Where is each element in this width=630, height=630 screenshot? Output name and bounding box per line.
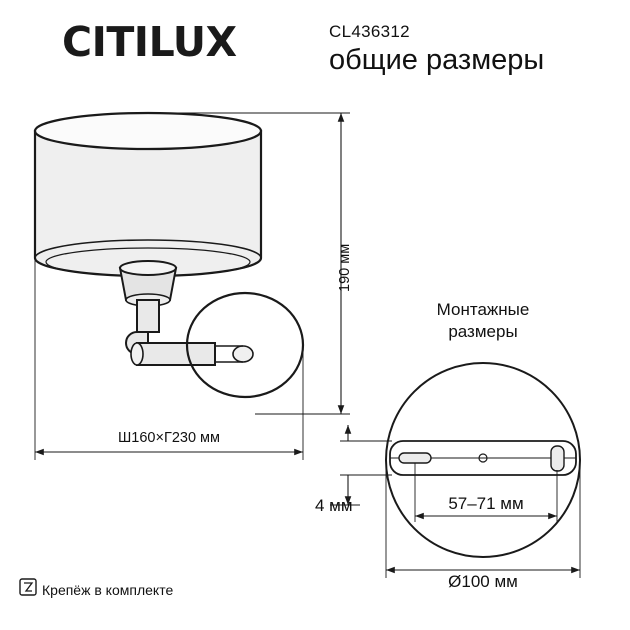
diameter-dimension-label: Ø100 мм: [448, 572, 518, 591]
mount-title-line2: размеры: [448, 322, 518, 341]
lamp-side-view: [35, 113, 303, 397]
fastener-icon: [20, 579, 36, 595]
mount-title-line1: Монтажные: [436, 300, 530, 319]
thickness-dimension-label: 4 мм: [315, 496, 353, 515]
lamp-shade: [35, 113, 261, 276]
dimension-thickness: [330, 425, 392, 505]
fastener-note: Крепёж в комплекте: [42, 582, 174, 598]
width-depth-dimension-label: Ш160×Г230 мм: [118, 430, 220, 446]
mount-plate-view: [386, 363, 580, 557]
brand-logo-text: CITILUX: [62, 18, 237, 66]
slot-span-dimension-label: 57–71 мм: [448, 494, 524, 513]
height-dimension-label: 190 мм: [337, 243, 353, 292]
product-code: CL436312: [329, 22, 410, 41]
page-title: общие размеры: [329, 44, 545, 76]
